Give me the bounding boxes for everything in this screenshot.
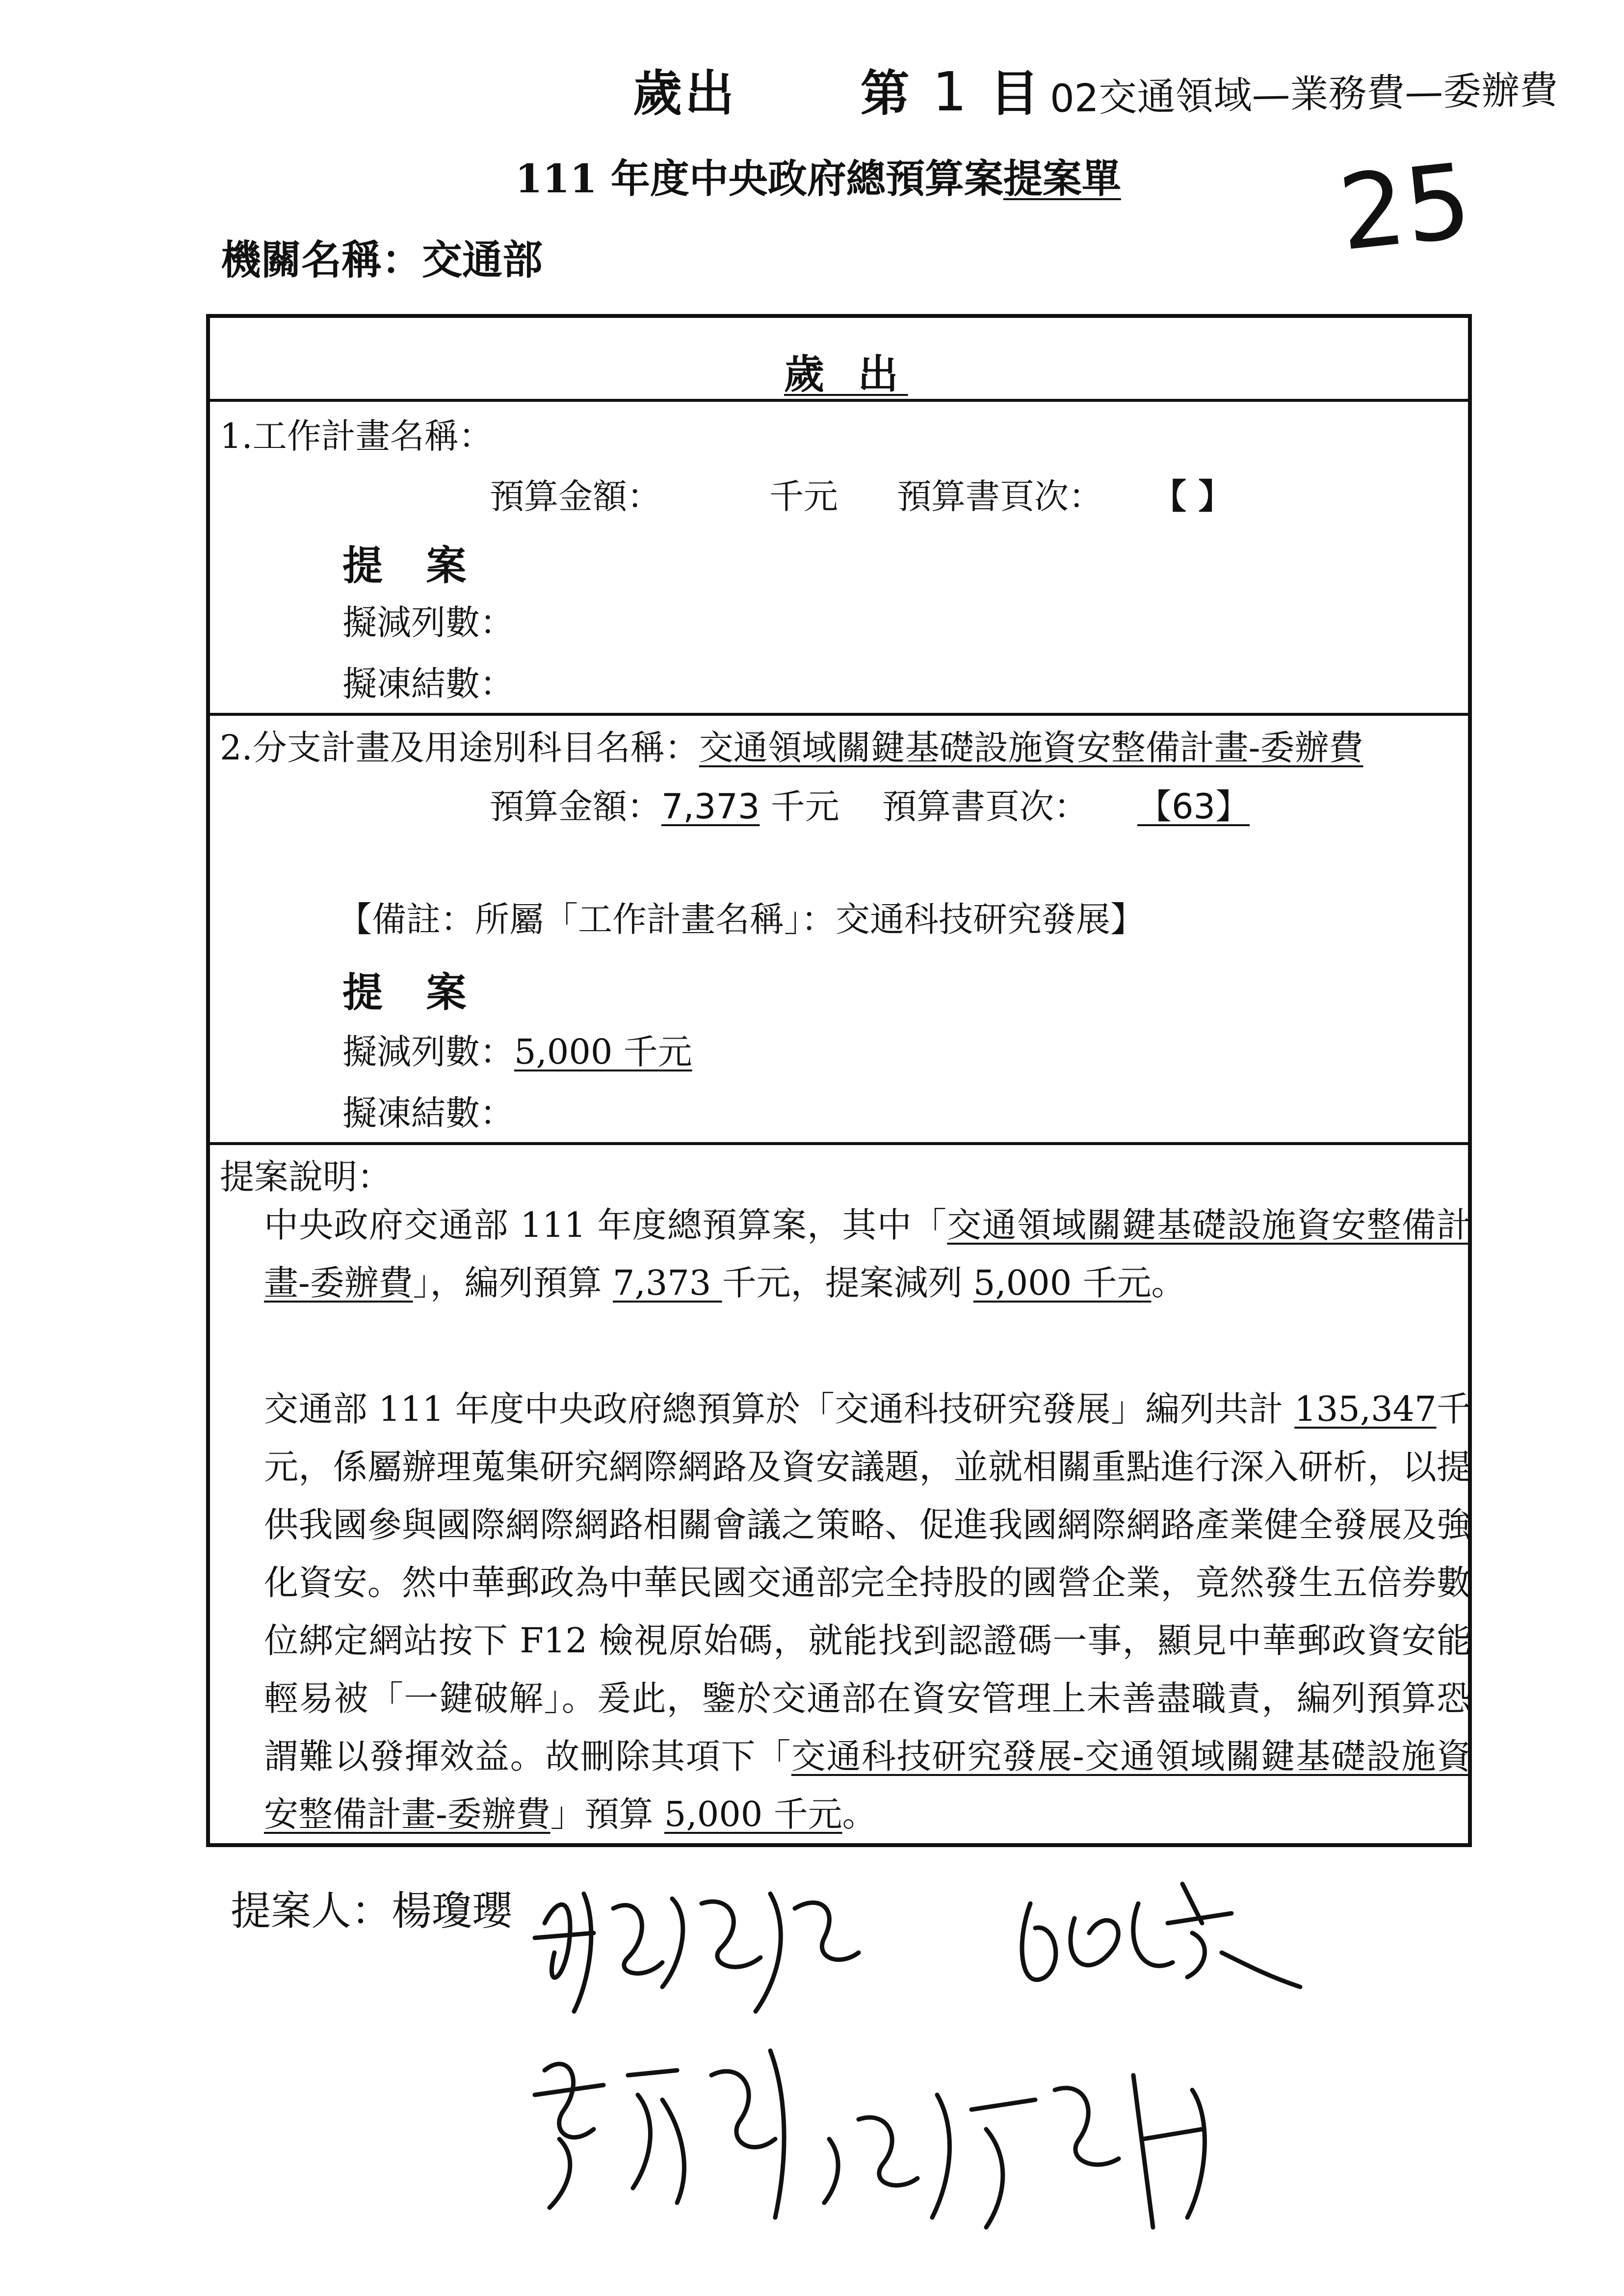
p2-underline-3: 5,000 千元: [664, 1794, 842, 1834]
divider: [210, 399, 1468, 402]
agency-line: [221, 228, 543, 286]
section1-page-label: 預算書頁次：: [897, 476, 1103, 517]
p2-underline-2: 交通科技研究發展-交通領域關鍵基礎設施資安整備計畫-委辦費: [264, 1736, 1471, 1834]
section1-budget-label: 預算金額：: [490, 476, 661, 517]
p1-underline-1: 交通領域關鍵基礎設施資安整備計畫-委辦費: [264, 1205, 1471, 1303]
section2-note: 【備註：所屬「工作計畫名稱」：交通科技研究發展】: [338, 899, 1145, 939]
agency-value: 交通部: [422, 236, 543, 284]
p1-underline-3: 5,000 千元: [973, 1263, 1152, 1303]
item-suffix: 目: [990, 64, 1042, 122]
p1-underline-2: 7,373: [612, 1263, 722, 1303]
section2-page-label: 預算書頁次：: [882, 786, 1088, 827]
form-heading: 歲 出: [784, 351, 908, 398]
category-label: 歲出: [633, 64, 737, 122]
handwritten-item-note: 02交通領域—業務費—委辦費: [1049, 68, 1559, 122]
p2-text-3: 」預算: [550, 1794, 664, 1834]
section1-budget-unit: 千元: [769, 476, 838, 517]
section1-freeze-label: 擬凍結數：: [342, 664, 514, 704]
section1-name-label: 1.工作計畫名稱：: [220, 416, 493, 456]
section2-page-value: 【63】: [1137, 786, 1250, 827]
document-title: [515, 147, 1121, 204]
signature-4: [824, 2075, 1205, 2227]
header-category-line: [633, 54, 1042, 125]
signature-2: [1022, 1884, 1300, 1987]
section1-page-value: 【 】: [1152, 476, 1233, 517]
section2-name-value: 交通領域關鍵基礎設施資安整備計畫-委辦費: [699, 728, 1363, 768]
p1-text-2: 」，編列預算: [413, 1263, 613, 1303]
agency-label: 機關名稱：: [221, 236, 422, 284]
title-suffix: 提案單: [1003, 156, 1121, 202]
proposal-form: [206, 314, 1472, 1847]
divider: [210, 1142, 1468, 1145]
section2-name-label: 2.分支計畫及用途別科目名稱：: [220, 728, 699, 768]
section2-freeze-label: 擬凍結數：: [342, 1093, 514, 1133]
p2-underline-1: 135,347: [1294, 1389, 1437, 1429]
section2-proposal-heading: 提 案: [342, 969, 481, 1016]
title-prefix: 111 年度中央政府總預算案: [515, 156, 1003, 202]
p1-text-3: 千元，提案減列: [722, 1263, 973, 1303]
section2-budget-unit: 千元: [770, 786, 839, 827]
p1-text-4: 。: [1151, 1263, 1186, 1303]
signature-1: [535, 1894, 859, 2011]
section1-proposal-heading: 提 案: [342, 542, 481, 589]
proposer-name: 楊瓊瓔: [392, 1888, 513, 1934]
p2-text-1: 交通部 111 年度中央政府總預算於「交通科技研究發展」編列共計: [264, 1389, 1295, 1429]
p2-text-4: 。: [842, 1794, 877, 1834]
explanation-paragraph-1: [264, 1196, 1471, 1312]
section1-cut-label: 擬減列數：: [342, 602, 514, 643]
proposer-label: 提案人：: [231, 1888, 392, 1934]
section2-budget-label: 預算金額：: [490, 786, 661, 827]
section2-cut-label: 擬減列數：: [342, 1032, 514, 1072]
p1-text-1: 中央政府交通部 111 年度總預算案，其中「: [264, 1205, 947, 1245]
signature-3: [535, 2051, 784, 2218]
section2-budget-value: 7,373: [661, 786, 760, 827]
divider: [210, 713, 1468, 716]
handwritten-page-number: 25: [1333, 140, 1477, 274]
handwritten-signatures: [515, 1864, 1447, 2247]
explanation-label: 提案說明：: [220, 1157, 392, 1197]
item-prefix: 第: [860, 64, 913, 122]
explanation-paragraph-2: [264, 1380, 1471, 1843]
item-number: 1: [932, 60, 970, 123]
section2-cut-value: 5,000 千元: [514, 1032, 692, 1072]
p2-text-2: 千元，係屬辦理蒐集研究網際網路及資安議題，並就相關重點進行深入研析，以提供我國參與國際網際網路相關會議之策略、促進我國網際網路產業健全發展及強化資安。然中華郵政為中華民國交通部完全持股的國營企業，竟然發生五倍券數位綁定網站按下 F12 檢視原始碼，就能找到認證碼一事，顯見中華郵政資安能輕易被「一鍵破解」。爰此，鑒於交通部在資安管理上未善盡職責，編列預算恐謂難以發揮效益。故刪除其項下「: [264, 1389, 1471, 1776]
proposer-line: [231, 1879, 512, 1936]
